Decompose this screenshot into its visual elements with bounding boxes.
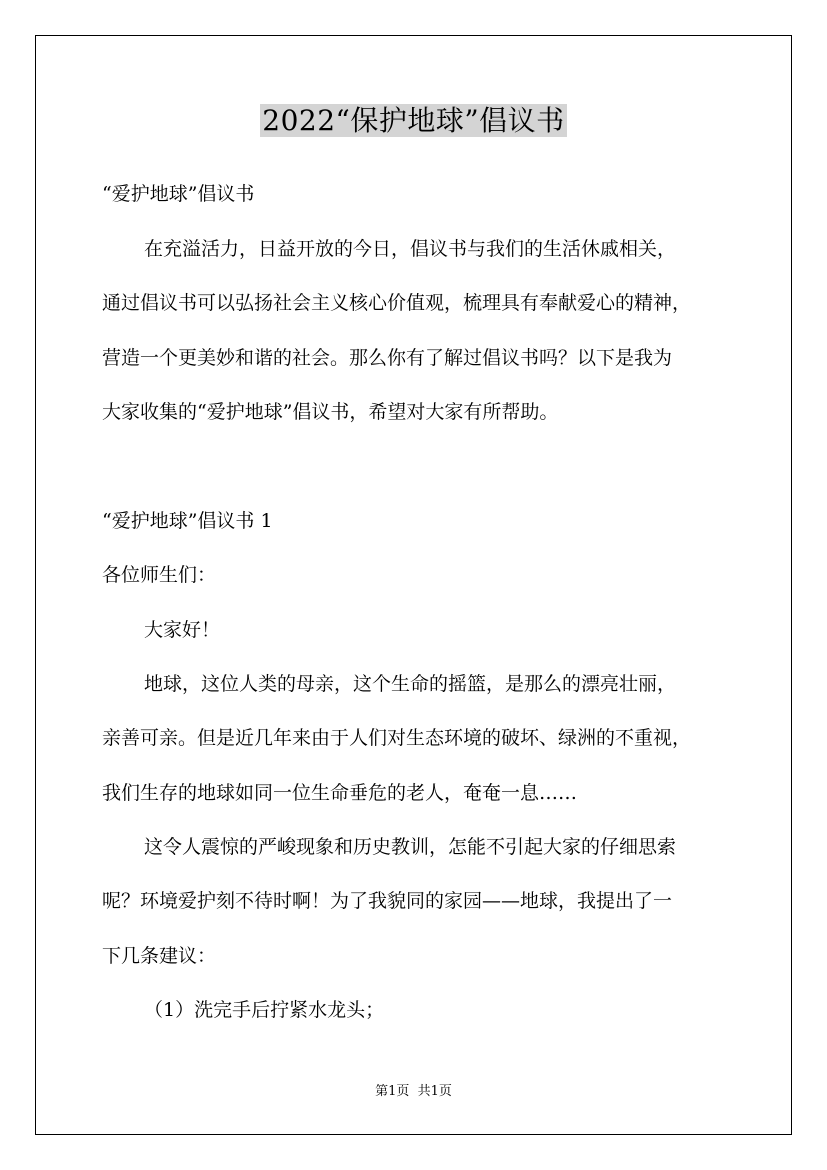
paragraph2-line-2: 呢？环境爱护刻不待时啊！为了我貌同的家园——地球，我提出了一	[102, 890, 673, 912]
intro-line-3: 营造一个更美妙和谐的社会。那么你有了解过倡议书吗？以下是我为	[102, 347, 673, 369]
page-footer: 第1页 共1页	[375, 1084, 452, 1099]
intro-line-2: 通过倡议书可以弘扬社会主义核心价值观，梳理具有奉献爱心的精神，	[102, 292, 692, 314]
section-heading: “爱护地球”倡议书 1	[102, 510, 273, 532]
paragraph2-line-3: 下几条建议：	[102, 945, 217, 967]
list-item-1: （1）洗完手后拧紧水龙头；	[144, 999, 385, 1021]
salutation: 各位师生们：	[102, 564, 217, 586]
paragraph1-line-1: 地球，这位人类的母亲，这个生命的摇篮，是那么的漂亮壮丽，	[144, 673, 677, 695]
paragraph2-line-1: 这令人震惊的严峻现象和历史教训，怎能不引起大家的仔细思索	[144, 836, 677, 858]
document-title: 2022“保护地球”倡议书	[262, 104, 565, 137]
paragraph1-line-2: 亲善可亲。但是近几年来由于人们对生态环境的破坏、绿洲的不重视，	[102, 727, 692, 749]
subtitle: “爱护地球”倡议书	[102, 183, 255, 205]
greeting: 大家好！	[144, 619, 221, 641]
intro-line-4: 大家收集的“爱护地球”倡议书，希望对大家有所帮助。	[102, 401, 559, 423]
paragraph1-line-3: 我们生存的地球如同一位生命垂危的老人，奄奄一息……	[102, 782, 578, 804]
intro-line-1: 在充溢活力，日益开放的今日，倡议书与我们的生活休戚相关，	[144, 238, 677, 260]
document-title-block	[0, 100, 827, 142]
